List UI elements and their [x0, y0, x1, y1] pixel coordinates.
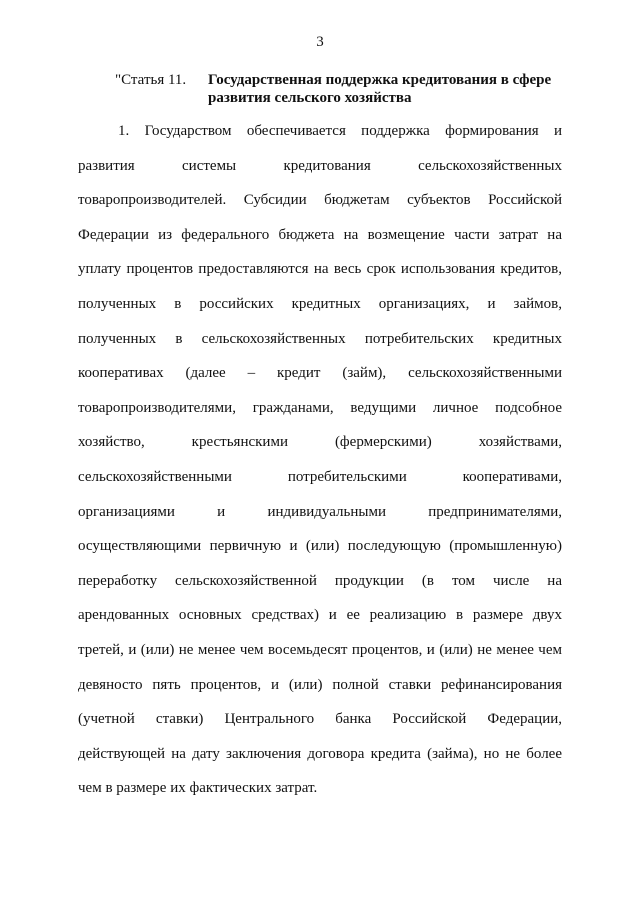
- article-label: "Статья 11.: [115, 72, 187, 88]
- article-title-line: Государственная поддержка кредитования в сфере: [208, 72, 552, 88]
- paragraph-line: товаропроизводителей. Субсидии бюджетам субъектов Российской: [78, 192, 562, 209]
- paragraph-line: действующей на дату заключения договора кредита (займа), но не более: [78, 745, 562, 762]
- paragraph-line: третей, и (или) не менее чем восемьдесят процентов, и (или) не менее чем: [78, 641, 562, 658]
- paragraph-line: товаропроизводителями, гражданами, ведущими личное подсобное: [78, 399, 562, 416]
- paragraph-line: осуществляющими первичную и (или) последующую (промышленную): [78, 538, 562, 555]
- page-number: 3: [316, 34, 324, 50]
- article-title-line: развития сельского хозяйства: [208, 90, 412, 106]
- paragraph-line: переработку сельскохозяйственной продукции (в том числе на: [78, 572, 562, 589]
- paragraph-line: развития системы кредитования сельскохозяйственных: [78, 157, 562, 174]
- paragraph-line: уплату процентов предоставляются на весь срок использования кредитов,: [78, 261, 562, 278]
- paragraph-line: полученных в сельскохозяйственных потребительских кредитных: [78, 330, 562, 347]
- article-title: [208, 71, 583, 107]
- paragraph-line: кооперативах (далее – кредит (займ), сельскохозяйственными: [78, 365, 562, 382]
- paragraph-line: хозяйство, крестьянскими (фермерскими) хозяйствами,: [78, 434, 562, 451]
- article-paragraph: [78, 122, 562, 814]
- paragraph-line: 1. Государством обеспечивается поддержка формирования и: [118, 123, 562, 139]
- paragraph-line: организациями и индивидуальными предпринимателями,: [78, 503, 562, 520]
- paragraph-line: арендованных основных средствах) и ее реализацию в размере двух: [78, 607, 562, 624]
- paragraph-line: (учетной ставки) Центрального банка Российской Федерации,: [78, 711, 562, 728]
- paragraph-line: сельскохозяйственными потребительскими кооперативами,: [78, 468, 562, 485]
- paragraph-line: Федерации из федерального бюджета на возмещение части затрат на: [78, 226, 562, 243]
- paragraph-line: полученных в российских кредитных организациях, и займов,: [78, 295, 562, 312]
- paragraph-line: девяносто пять процентов, и (или) полной ставки рефинансирования: [78, 676, 562, 693]
- paragraph-last-line: чем в размере их фактических затрат.: [78, 780, 318, 797]
